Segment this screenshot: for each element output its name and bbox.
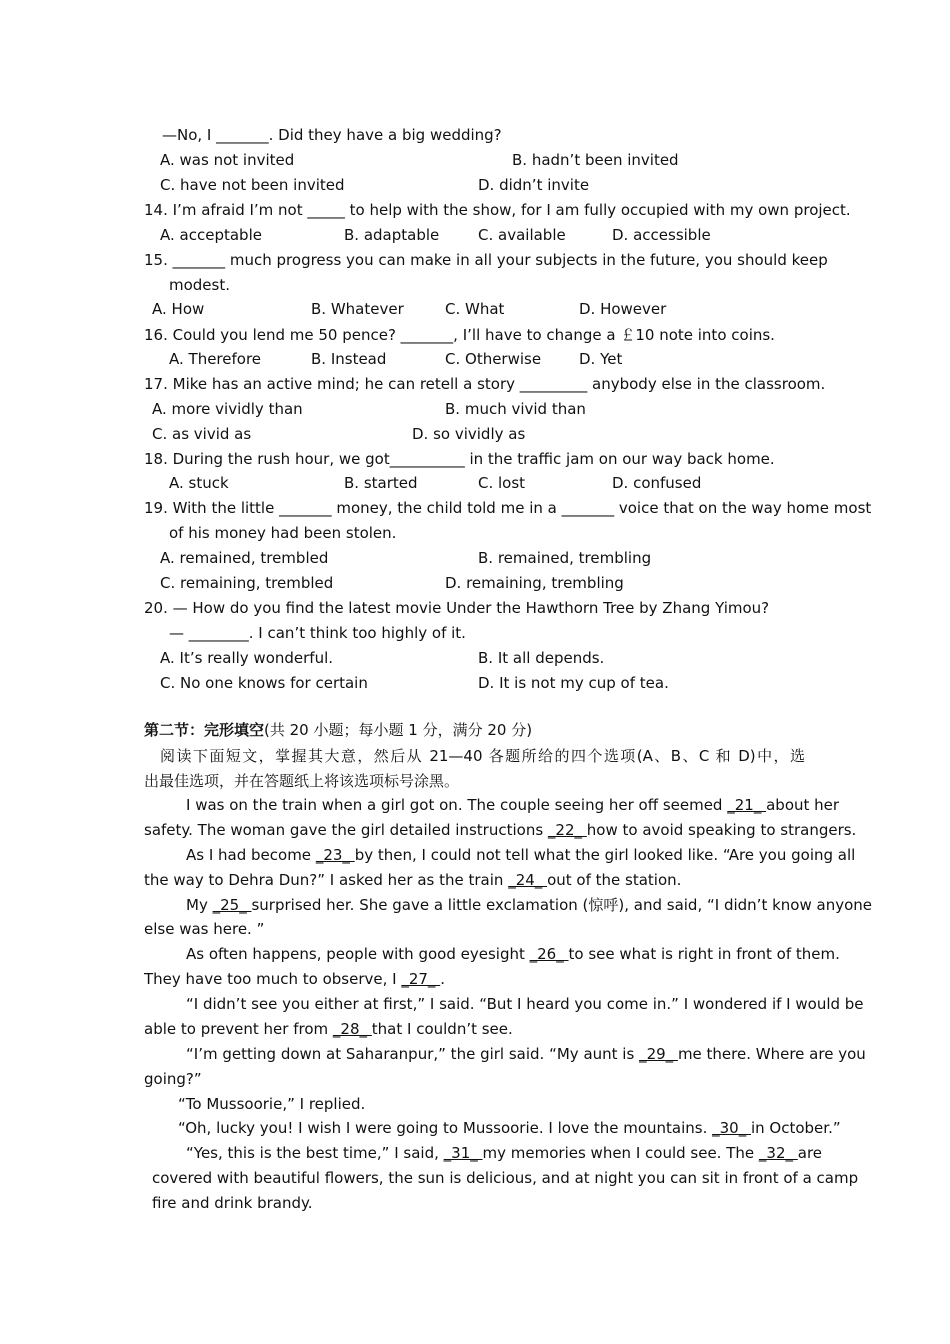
passage-p8: “Oh, lucky you! I wish I were going to Mussoorie. I love the mountains. _30_ in October.” — [178, 1119, 841, 1137]
q16-option-d: D. Yet — [579, 350, 623, 368]
passage-p9-line3: fire and drink brandy. — [152, 1194, 313, 1212]
q18-stem: 18. During the rush hour, we got__________ in the traffic jam on our way back home. — [144, 450, 775, 468]
q18-option-c: C. lost — [478, 474, 526, 492]
q14-stem: 14. I’m afraid I’m not _____ to help with the show, for I am fully occupied with my own project. — [144, 201, 851, 219]
passage-p1-line2: safety. The woman gave the girl detailed instructions _22_ how to avoid speaking to strangers. — [144, 821, 857, 839]
q14-option-d: D. accessible — [612, 226, 711, 244]
passage-p2-line2: the way to Dehra Dun?” I asked her as the train _24_ out of the station. — [144, 871, 682, 889]
passage-p6-line2: going?” — [144, 1070, 202, 1088]
q15-stem-line2: modest. — [169, 276, 231, 294]
blank-28: _28_ — [332, 1020, 372, 1038]
blank-24: _24_ — [508, 871, 548, 889]
q17-option-d: D. so vividly as — [412, 425, 526, 443]
q19-option-a: A. remained, trembled — [160, 549, 329, 567]
blank-32: _32_ — [758, 1144, 798, 1162]
blank-22: _22_ — [547, 821, 587, 839]
q20-option-c: C. No one knows for certain — [160, 674, 368, 692]
q20-option-a: A. It’s really wonderful. — [160, 649, 334, 667]
q20-reply: — ________. I can’t think too highly of it. — [169, 624, 466, 642]
section2-instructions-line1: 阅读下面短文，掌握其大意，然后从 21—40 各题所给的四个选项(A、B、C 和 D)中，选 — [160, 747, 805, 765]
q15-option-d: D. However — [579, 300, 667, 318]
q13-option-a: A. was not invited — [160, 151, 295, 169]
q13-option-d: D. didn’t invite — [478, 176, 590, 194]
q15-option-b: B. Whatever — [311, 300, 404, 318]
passage-p3-line2: else was here. ” — [144, 920, 265, 938]
q17-option-c: C. as vivid as — [152, 425, 252, 443]
q16-option-c: C. Otherwise — [445, 350, 542, 368]
q16-option-b: B. Instead — [311, 350, 387, 368]
q15-option-a: A. How — [152, 300, 205, 318]
q19-stem-line1: 19. With the little _______ money, the child told me in a _______ voice that on the way home most — [144, 499, 872, 517]
q19-option-b: B. remained, trembling — [478, 549, 652, 567]
passage-p4-line1: As often happens, people with good eyesight _26_ to see what is right in front of them. — [186, 945, 840, 963]
q13-option-c: C. have not been invited — [160, 176, 345, 194]
q19-option-d: D. remaining, trembling — [445, 574, 624, 592]
q15-option-c: C. What — [445, 300, 505, 318]
blank-29: _29_ — [639, 1045, 678, 1063]
section2-instructions-line2: 出最佳选项，并在答题纸上将该选项标号涂黑。 — [144, 772, 460, 790]
passage-p5-line2: able to prevent her from _28_ that I couldn’t see. — [144, 1020, 513, 1038]
section2-title — [144, 720, 532, 740]
passage-p9-line2: covered with beautiful flowers, the sun is delicious, and at night you can sit in front of a camp — [152, 1169, 859, 1187]
q20-option-d: D. It is not my cup of tea. — [478, 674, 669, 692]
passage-p3-line1: My _25_ surprised her. She gave a little exclamation (惊呼), and said, “I didn’t know anyone — [186, 896, 872, 914]
q13-option-b: B. hadn’t been invited — [512, 151, 679, 169]
blank-27: _27_ — [401, 970, 441, 988]
blank-23: _23_ — [315, 846, 355, 864]
q15-stem-line1: 15. _______ much progress you can make in all your subjects in the future, you should keep — [144, 251, 828, 269]
q17-option-b: B. much vivid than — [445, 400, 586, 418]
q18-option-b: B. started — [344, 474, 418, 492]
passage-p5-line1: “I didn’t see you either at first,” I said. “But I heard you come in.” I wondered if I would be — [186, 995, 864, 1013]
passage-p4-line2: They have too much to observe, I _27_ . — [144, 970, 445, 988]
q17-stem: 17. Mike has an active mind; he can retell a story _________ anybody else in the classroom. — [144, 375, 826, 393]
passage-p9-line1: “Yes, this is the best time,” I said, _31_ my memories when I could see. The _32_ are — [186, 1144, 823, 1162]
section2-title-bold: 第二节：完形填空 — [144, 721, 265, 739]
q18-option-d: D. confused — [612, 474, 702, 492]
passage-p2-line1: As I had become _23_ by then, I could not tell what the girl looked like. “Are you going all — [186, 846, 856, 864]
passage-p7: “To Mussoorie,” I replied. — [178, 1095, 366, 1113]
passage-p6-line1: “I’m getting down at Saharanpur,” the girl said. “My aunt is _29_ me there. Where are you — [186, 1045, 866, 1063]
q14-option-a: A. acceptable — [160, 226, 262, 244]
blank-21: _21_ — [727, 796, 767, 814]
q16-stem: 16. Could you lend me 50 pence? _______, I’ll have to change a ￡10 note into coins. — [144, 326, 775, 344]
q16-option-a: A. Therefore — [169, 350, 262, 368]
q19-option-c: C. remaining, trembled — [160, 574, 334, 592]
q14-option-b: B. adaptable — [344, 226, 440, 244]
q18-option-a: A. stuck — [169, 474, 229, 492]
section2-title-rest: (共 20 小题；每小题 1 分，满分 20 分) — [264, 721, 533, 739]
blank-31: _31_ — [443, 1144, 483, 1162]
passage-p1-line1: I was on the train when a girl got on. The couple seeing her off seemed _21_ about her — [186, 796, 840, 814]
q17-option-a: A. more vividly than — [152, 400, 303, 418]
q14-option-c: C. available — [478, 226, 566, 244]
q13-line: —No, I _______. Did they have a big wedding? — [162, 126, 502, 144]
blank-30: _30_ — [712, 1119, 751, 1137]
blank-26: _26_ — [529, 945, 569, 963]
q20-option-b: B. It all depends. — [478, 649, 605, 667]
blank-25: _25_ — [212, 896, 252, 914]
q20-stem: 20. — How do you find the latest movie Under the Hawthorn Tree by Zhang Yimou? — [144, 599, 770, 617]
q19-stem-line2: of his money had been stolen. — [169, 524, 397, 542]
